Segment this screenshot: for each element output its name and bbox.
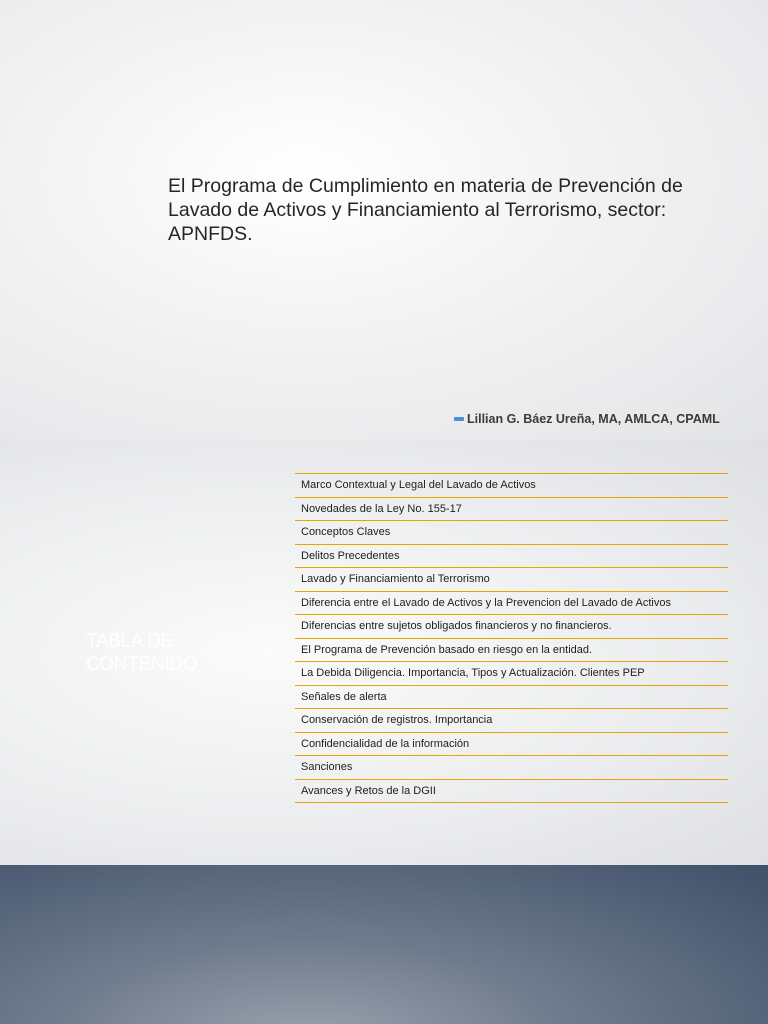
toc-item: Avances y Retos de la DGII bbox=[295, 780, 728, 804]
author-name: Lillian G. Báez Ureña, MA, AMLCA, CPAML bbox=[467, 412, 720, 426]
toc-item: Diferencia entre el Lavado de Activos y la Prevencion del Lavado de Activos bbox=[295, 592, 728, 616]
toc-item: Lavado y Financiamiento al Terrorismo bbox=[295, 568, 728, 592]
toc-item: Conceptos Claves bbox=[295, 521, 728, 545]
toc-item: Diferencias entre sujetos obligados financieros y no financieros. bbox=[295, 615, 728, 639]
presentation-title: El Programa de Cumplimiento en materia de Prevención de Lavado de Activos y Financiamiento al Terrorismo, sector: APNFDS. bbox=[168, 175, 683, 245]
toc-table bbox=[295, 473, 728, 803]
toc-item: La Debida Diligencia. Importancia, Tipos y Actualización. Clientes PEP bbox=[295, 662, 728, 686]
title-slide bbox=[0, 0, 768, 440]
toc-item: Delitos Precedentes bbox=[295, 545, 728, 569]
toc-item: Conservación de registros. Importancia bbox=[295, 709, 728, 733]
bullet-icon bbox=[454, 417, 464, 421]
next-slide-preview bbox=[0, 865, 768, 1024]
toc-item: El Programa de Prevención basado en riesgo en la entidad. bbox=[295, 639, 728, 663]
toc-item: Sanciones bbox=[295, 756, 728, 780]
toc-slide bbox=[0, 440, 768, 865]
toc-item: Novedades de la Ley No. 155-17 bbox=[295, 498, 728, 522]
author-line bbox=[454, 412, 720, 426]
toc-heading: TABLA DE CONTENIDO bbox=[86, 631, 198, 675]
toc-item: Marco Contextual y Legal del Lavado de Activos bbox=[295, 474, 728, 498]
toc-item: Confidencialidad de la información bbox=[295, 733, 728, 757]
toc-item: Señales de alerta bbox=[295, 686, 728, 710]
